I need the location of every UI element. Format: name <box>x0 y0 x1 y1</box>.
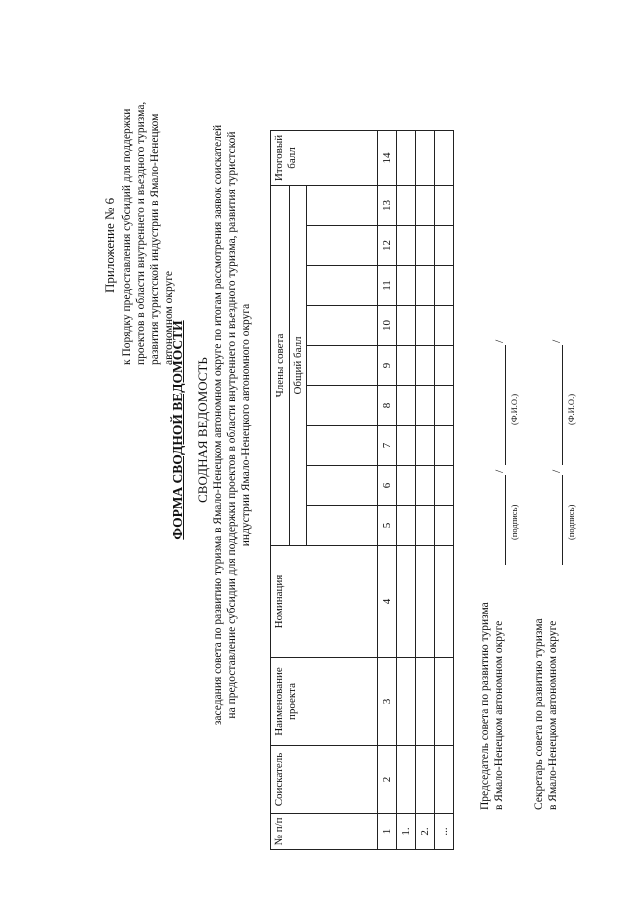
summary-table <box>270 130 454 850</box>
secretary-sign-caption: (подпись) <box>566 504 576 540</box>
table-cell <box>435 466 454 506</box>
chair-name-caption: (Ф.И.О.) <box>509 393 519 425</box>
reference-line: к Порядку предоставления субсидий для поддержки <box>121 108 133 365</box>
table-row <box>416 131 435 850</box>
chair-name-line <box>505 345 506 465</box>
table-cell <box>435 226 454 266</box>
secretary-signature-block <box>532 618 560 810</box>
column-number: 4 <box>378 546 397 658</box>
chair-signature-line <box>505 475 506 565</box>
table-cell <box>416 546 435 658</box>
secretary-signature-line <box>562 475 563 565</box>
table-cell <box>397 186 416 226</box>
table-cell <box>397 386 416 426</box>
row-label: ... <box>435 814 454 850</box>
header-total-score: Общий балл <box>290 186 307 546</box>
table-cell <box>416 346 435 386</box>
meeting-line: индустрии Ямало-Ненецкого автономного округа <box>240 303 252 547</box>
table-cell <box>397 506 416 546</box>
summary-table-wrapper <box>270 130 454 850</box>
chair-title-line: Председатель совета по развитию туризма <box>479 602 491 810</box>
secretary-slash: / <box>551 469 563 473</box>
council-member-cell <box>307 306 378 346</box>
table-cell <box>397 746 416 814</box>
header-applicant: Соискатель <box>271 746 378 814</box>
table-cell <box>416 426 435 466</box>
secretary-name-caption: (Ф.И.О.) <box>566 393 576 425</box>
column-number: 9 <box>378 346 397 386</box>
table-cell <box>435 266 454 306</box>
table-cell <box>416 266 435 306</box>
council-member-cell <box>307 266 378 306</box>
table-cell <box>416 386 435 426</box>
header-council-members: Члены совета <box>271 186 290 546</box>
table-cell <box>416 226 435 266</box>
secretary-title-line: Секретарь совета по развитию туризма <box>533 618 545 810</box>
secretary-slash-end: / <box>551 339 563 343</box>
table-cell <box>435 506 454 546</box>
table-cell <box>397 426 416 466</box>
table-cell <box>397 131 416 186</box>
column-number: 6 <box>378 466 397 506</box>
reference-line: проектов в области внутреннего и въездного туризма, <box>135 101 147 365</box>
table-cell <box>435 346 454 386</box>
table-cell <box>416 746 435 814</box>
table-cell <box>435 746 454 814</box>
table-cell <box>416 466 435 506</box>
chair-title-line: в Ямало-Ненецком автономном округе <box>493 620 505 810</box>
column-number: 12 <box>378 226 397 266</box>
table-row <box>397 131 416 850</box>
table-cell <box>397 266 416 306</box>
table-cell <box>435 306 454 346</box>
table-cell <box>435 658 454 746</box>
header-project: Наименование проекта <box>271 658 378 746</box>
reference-line: развития туристской индустрии в Ямало-Ненецком <box>149 113 161 365</box>
row-label: 1. <box>397 814 416 850</box>
table-cell <box>397 306 416 346</box>
chair-slash-end: / <box>494 339 506 343</box>
row-label: 2. <box>416 814 435 850</box>
council-member-cell <box>307 506 378 546</box>
column-number: 3 <box>378 658 397 746</box>
table-cell <box>397 346 416 386</box>
chair-sign-caption: (подпись) <box>509 504 519 540</box>
meeting-description <box>211 60 253 790</box>
table-cell <box>416 506 435 546</box>
reference-line: автономном округе <box>163 270 175 365</box>
chair-signature-block <box>478 602 506 810</box>
appendix-number: Приложение № 6 <box>102 197 117 293</box>
council-member-cell <box>307 346 378 386</box>
table-cell <box>416 131 435 186</box>
council-member-cell <box>307 186 378 226</box>
table-cell <box>435 426 454 466</box>
table-cell <box>435 186 454 226</box>
statement-subtitle: СВОДНАЯ ВЕДОМОСТЬ <box>195 357 210 503</box>
secretary-name-line <box>562 345 563 465</box>
table-row <box>435 131 454 850</box>
meeting-line: заседания совета по развитию туризма в Ямало-Ненецком автономном округе по итогам рассмотрения заявок соискателей <box>212 124 224 726</box>
table-cell <box>435 546 454 658</box>
council-member-cell <box>307 426 378 466</box>
table-cell <box>416 186 435 226</box>
council-member-cell <box>307 226 378 266</box>
column-number: 7 <box>378 426 397 466</box>
column-number: 10 <box>378 306 397 346</box>
form-title: ФОРМА СВОДНОЙ ВЕДОМОСТИ <box>170 320 185 540</box>
appendix-reference <box>120 95 176 365</box>
column-number: 14 <box>378 131 397 186</box>
column-number: 5 <box>378 506 397 546</box>
council-member-cell <box>307 386 378 426</box>
secretary-title-line: в Ямало-Ненецком автономном округе <box>547 620 559 810</box>
column-number: 13 <box>378 186 397 226</box>
table-cell <box>435 386 454 426</box>
column-number: 1 <box>378 814 397 850</box>
meeting-line: на предоставление субсидии для поддержки проектов в области внутреннего и въездного туризма, развития туристской <box>226 131 238 719</box>
table-cell <box>397 658 416 746</box>
table-cell <box>397 226 416 266</box>
column-number-row <box>378 131 397 850</box>
header-final-score: Итоговый балл <box>271 131 378 186</box>
table-cell <box>397 546 416 658</box>
table-cell <box>435 131 454 186</box>
header-number: № п/п <box>271 814 378 850</box>
table-cell <box>416 658 435 746</box>
column-number: 11 <box>378 266 397 306</box>
header-nomination: Номинация <box>271 546 378 658</box>
chair-slash: / <box>494 469 506 473</box>
table-cell <box>397 466 416 506</box>
council-member-cell <box>307 466 378 506</box>
column-number: 2 <box>378 746 397 814</box>
table-cell <box>416 306 435 346</box>
column-number: 8 <box>378 386 397 426</box>
